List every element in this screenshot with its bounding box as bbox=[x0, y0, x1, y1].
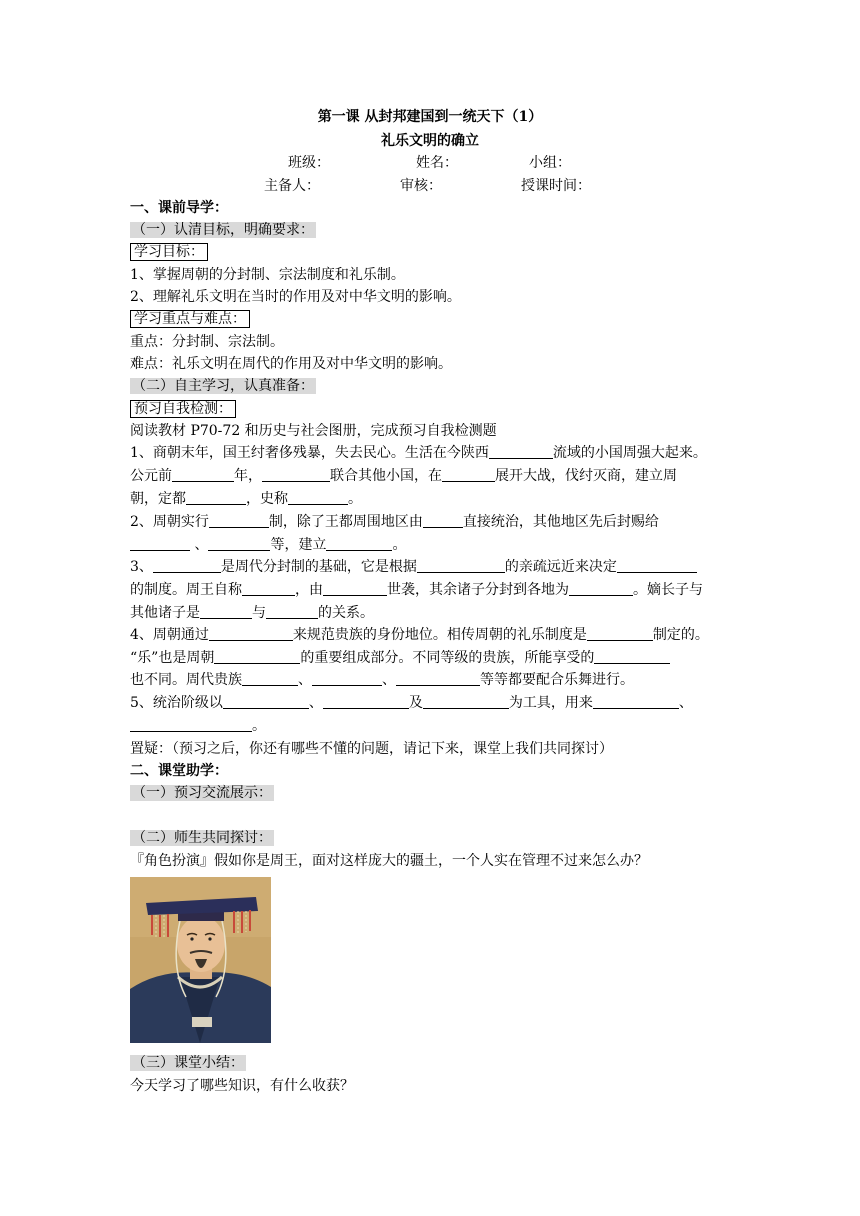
question-text: 与 bbox=[252, 605, 266, 621]
question-text: “乐”也是周朝 bbox=[130, 650, 215, 666]
q5-line-2 bbox=[130, 716, 730, 736]
q4-line-2 bbox=[130, 648, 730, 668]
q1-line-2 bbox=[130, 466, 730, 486]
blank-field[interactable] bbox=[209, 512, 269, 528]
question-text: 等等都要配合乐舞进行。 bbox=[480, 672, 634, 688]
question-text: ，史称 bbox=[246, 491, 288, 507]
roleplay-prompt: 『角色扮演』假如你是周王，面对这样庞大的疆土，一个人实在管理不过来怎么办？ bbox=[130, 853, 648, 869]
q4-line-3 bbox=[130, 670, 730, 690]
question-text: 也不同。周代贵族 bbox=[130, 672, 242, 688]
part-exchange-heading: （一）预习交流展示： bbox=[132, 785, 272, 801]
q3-line-2 bbox=[130, 580, 730, 600]
preparer-label: 主备人： bbox=[264, 178, 320, 194]
question-text: 。 bbox=[392, 537, 407, 553]
question-text: 流域的小国周强大起来。 bbox=[552, 445, 707, 461]
goal-2: 2、理解礼乐文明在当时的作用及对中华文明的影响。 bbox=[130, 289, 461, 305]
goal-1: 1、掌握周朝的分封制、宗法制度和礼乐制。 bbox=[130, 267, 405, 283]
question-text: 。 bbox=[348, 491, 362, 507]
blank-field[interactable] bbox=[130, 535, 190, 551]
question-text: 1、商朝末年，国王纣奢侈残暴，失去民心。生活在今陕西 bbox=[130, 445, 489, 461]
part-goals-heading: （一）认清目标，明确要求： bbox=[132, 222, 314, 238]
part-summary-heading: （三）课堂小结： bbox=[132, 1055, 244, 1071]
q3-line-1 bbox=[130, 557, 730, 577]
blank-field[interactable] bbox=[323, 693, 409, 709]
question-text: 为工具，用来 bbox=[508, 695, 593, 711]
self-check-label: 预习自我检测： bbox=[130, 400, 236, 418]
question-text: 展开大战，伐纣灭商，建立周 bbox=[495, 468, 677, 484]
q3-line-3 bbox=[130, 603, 730, 623]
blank-field[interactable] bbox=[130, 716, 252, 732]
q4-line-1 bbox=[130, 625, 730, 645]
summary-question: 今天学习了哪些知识，有什么收获？ bbox=[130, 1078, 354, 1094]
question-text: ，由 bbox=[295, 582, 323, 598]
class-label: 班级： bbox=[288, 155, 330, 171]
zhou-king-portrait bbox=[130, 877, 271, 1043]
part-discussion-heading: （二）师生共同探讨： bbox=[132, 830, 272, 846]
question-text: 。嫡长子与 bbox=[633, 582, 703, 598]
question-text: 、 bbox=[382, 672, 396, 688]
question-text: 的亲疏远近来决定 bbox=[504, 559, 617, 575]
blank-field[interactable] bbox=[242, 580, 295, 596]
q1-line-1 bbox=[130, 443, 730, 463]
question-text: 制，除了王都周围地区由 bbox=[268, 514, 423, 530]
difficulty-point: 难点：礼乐文明在周代的作用及对中华文明的影响。 bbox=[130, 356, 452, 372]
lesson-subtitle: 礼乐文明的确立 bbox=[381, 133, 479, 149]
blank-field[interactable] bbox=[593, 693, 679, 709]
key-point: 重点：分封制、宗法制。 bbox=[130, 334, 284, 350]
question-text: 朝，定都 bbox=[130, 491, 186, 507]
blank-field[interactable] bbox=[323, 580, 387, 596]
q1-line-3 bbox=[130, 489, 730, 509]
blank-field[interactable] bbox=[209, 625, 293, 641]
question-text: 年， bbox=[234, 468, 262, 484]
blank-field[interactable] bbox=[153, 557, 221, 573]
question-text: 、 bbox=[298, 672, 312, 688]
question-text: 的重要组成部分。不同等级的贵族，所能享受的 bbox=[300, 650, 595, 666]
question-text: 的制度。周王自称 bbox=[130, 582, 242, 598]
blank-field[interactable] bbox=[587, 625, 653, 641]
blank-field[interactable] bbox=[617, 557, 697, 573]
blank-field[interactable] bbox=[312, 670, 382, 686]
question-text: 联合其他小国，在 bbox=[330, 468, 442, 484]
question-text: 等，建立 bbox=[270, 537, 327, 553]
blank-field[interactable] bbox=[200, 603, 252, 619]
question-text: 是周代分封制的基础，它是根据 bbox=[220, 559, 417, 575]
q5-line-1 bbox=[130, 693, 730, 713]
question-text: 3、 bbox=[130, 559, 153, 575]
reading-instruction: 阅读教材 P70-72 和历史与社会图册，完成预习自我检测题 bbox=[130, 423, 497, 439]
question-text: 。 bbox=[252, 718, 266, 734]
blank-field[interactable] bbox=[214, 648, 300, 664]
blank-field[interactable] bbox=[594, 648, 670, 664]
doubt-prompt: 置疑：（预习之后，你还有哪些不懂的问题，请记下来，课堂上我们共同探讨） bbox=[130, 741, 613, 757]
keypoints-label: 学习重点与难点： bbox=[130, 310, 250, 328]
question-text: 4、周朝通过 bbox=[130, 627, 209, 643]
question-text: 、 bbox=[308, 695, 323, 711]
blank-field[interactable] bbox=[223, 693, 309, 709]
part-self-study-heading: （二）自主学习，认真准备： bbox=[132, 378, 314, 394]
section-in-class: 二、课堂助学： bbox=[130, 763, 228, 779]
q2-line-2 bbox=[130, 535, 730, 555]
blank-field[interactable] bbox=[172, 466, 234, 482]
question-text: 直接统治，其他地区先后封赐给 bbox=[462, 514, 659, 530]
blank-field[interactable] bbox=[569, 580, 633, 596]
teach-time-label: 授课时间： bbox=[521, 178, 591, 194]
question-text: 5、统治阶级以 bbox=[130, 695, 223, 711]
q2-line-1 bbox=[130, 512, 730, 532]
question-text: 世袭，其余诸子分封到各地为 bbox=[387, 582, 569, 598]
portrait-illustration bbox=[130, 877, 271, 1043]
blank-field[interactable] bbox=[242, 670, 298, 686]
group-label: 小组： bbox=[529, 155, 571, 171]
learning-goals-label: 学习目标： bbox=[130, 243, 208, 261]
blank-field[interactable] bbox=[417, 557, 505, 573]
blank-field[interactable] bbox=[186, 489, 246, 505]
blank-field[interactable] bbox=[326, 535, 392, 551]
blank-field[interactable] bbox=[442, 466, 495, 482]
blank-field[interactable] bbox=[288, 489, 348, 505]
question-text: 制定的。 bbox=[652, 627, 709, 643]
section-pre-study: 一、课前导学： bbox=[130, 200, 228, 216]
question-text: 及 bbox=[408, 695, 423, 711]
name-label: 姓名： bbox=[416, 155, 458, 171]
lesson-title: 第一课 从封邦建国到一统天下（1） bbox=[317, 109, 543, 125]
question-text: 来规范贵族的身份地位。相传周朝的礼乐制度是 bbox=[292, 627, 587, 643]
blank-field[interactable] bbox=[266, 603, 318, 619]
question-text: 其他诸子是 bbox=[130, 605, 200, 621]
review-label: 审核： bbox=[400, 178, 442, 194]
blank-field[interactable] bbox=[396, 670, 480, 686]
question-text: 的关系。 bbox=[318, 605, 374, 621]
question-text: 2、周朝实行 bbox=[130, 514, 209, 530]
blank-field[interactable] bbox=[208, 535, 270, 551]
blank-field[interactable] bbox=[423, 693, 509, 709]
blank-field[interactable] bbox=[262, 466, 330, 482]
question-text: 、 bbox=[678, 695, 693, 711]
blank-field[interactable] bbox=[423, 512, 463, 528]
question-text: 、 bbox=[190, 537, 209, 553]
question-text: 公元前 bbox=[130, 468, 172, 484]
blank-field[interactable] bbox=[489, 443, 553, 459]
